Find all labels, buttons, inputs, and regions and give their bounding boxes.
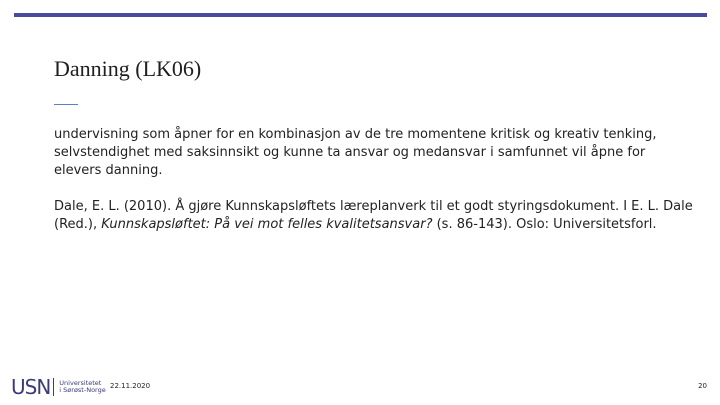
logo-text-line1: Universitetet	[59, 378, 102, 387]
reference-text-part1: Dale, E. L. (2010). Å gjøre Kunnskapsløftets læreplanverk til et godt styringsdokument. I E. L. Dale (Red.),	[54, 199, 693, 232]
logo-divider	[53, 378, 54, 396]
slide-title: Danning (LK06)	[54, 56, 202, 81]
top-accent-bar	[14, 13, 707, 17]
page-number: 20	[698, 382, 707, 390]
logo-text-line2: i Sørøst-Norge	[59, 386, 106, 394]
title-underline	[54, 104, 78, 105]
slide-body	[54, 126, 694, 252]
logo-text	[59, 380, 105, 395]
usn-logo	[11, 376, 106, 398]
body-paragraph: undervisning som åpner for en kombinasjon av de tre momentene kritisk og kreativ tenking, selvstendighet med saksinnsikt og kunne ta ansvar og medansvar i samfunnet vil åpne for elevers danning.	[54, 127, 657, 178]
reference-text-part2: (s. 86-143). Oslo: Universitetsforl.	[432, 217, 657, 232]
reference-paragraph	[54, 198, 694, 234]
logo-mark: USN	[11, 375, 51, 399]
reference-book-title: Kunnskapsløftet: På vei mot felles kvalitetsansvar?	[101, 217, 433, 232]
footer-date: 22.11.2020	[110, 382, 151, 390]
